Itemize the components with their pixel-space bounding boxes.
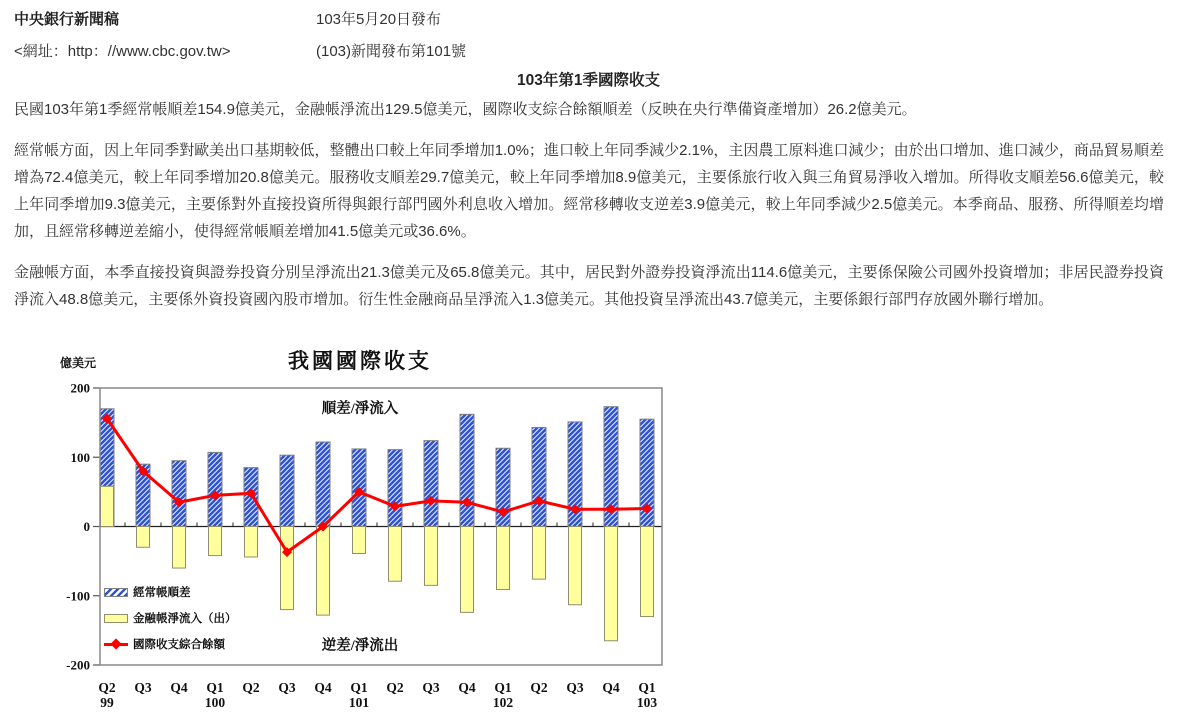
svg-text:Q1: Q1 bbox=[494, 680, 512, 695]
svg-text:Q2: Q2 bbox=[386, 680, 404, 695]
annotation-deficit-outflow: 逆差/淨流出 bbox=[321, 638, 399, 654]
release-date: 103年5月20日發布 bbox=[316, 11, 442, 28]
document-title: 103年第1季國際收支 bbox=[517, 72, 660, 89]
svg-text:0: 0 bbox=[83, 519, 90, 534]
svg-text:102: 102 bbox=[492, 695, 514, 710]
paragraph-summary: 民國103年第1季經常帳順差154.9億美元，金融帳淨流出129.5億美元，國際收支綜合餘額順差（反映在央行準備資產增加）26.2億美元。 bbox=[14, 101, 917, 118]
paragraph-financial-account: 金融帳方面，本季直接投資與證券投資分別呈淨流出21.3億美元及65.8億美元。其中，居民對外證券投資淨流出114.6億美元，主要係保險公司國外投資增加；非居民證券投資淨流入48.8億美元，主要係外資投資國內股市增加。衍生性金融商品呈淨流入1.3億美元。其他投資呈淨流出43.7億美元，主要係銀行部門存放國外聯行增加。 bbox=[14, 264, 1164, 308]
svg-text:-100: -100 bbox=[66, 588, 90, 604]
svg-text:100: 100 bbox=[70, 449, 90, 465]
svg-text:Q4: Q4 bbox=[170, 680, 188, 695]
svg-text:Q4: Q4 bbox=[458, 680, 476, 695]
svg-text:200: 200 bbox=[70, 380, 90, 396]
legend-item-overall-balance bbox=[104, 636, 237, 652]
website-url: <網址：http：//www.cbc.gov.tw> bbox=[14, 43, 231, 60]
annotation-surplus-inflow: 順差/淨流入 bbox=[321, 401, 399, 417]
svg-text:Q2: Q2 bbox=[242, 680, 260, 695]
legend-label-overall-balance: 國際收支綜合餘額 bbox=[133, 639, 225, 651]
svg-text:Q4: Q4 bbox=[602, 680, 620, 695]
chart-title: 我國國際收支 bbox=[288, 348, 432, 373]
paragraph-current-account: 經常帳方面，因上年同季對歐美出口基期較低，整體出口較上年同季增加1.0%；進口較上年同季減少2.1%，主因農工原料進口減少；由於出口增加、進口減少，商品貿易順差增為72.4億美元，較上年同季增加20.8億美元。服務收支順差29.7億美元，較上年同季增加8.9億美元，主要係旅行收入與三角貿易淨收入增加。所得收支順差56.6億美元，較上年同季增加9.3億美元，主要係對外直接投資所得與銀行部門國外利息收入增加。經常移轉收支逆差3.9億美元，較上年同季減少2.5億美元。本季商品、服務、所得順差均增加，且經常移轉逆差縮小，使得經常帳順差增加41.5億美元或36.6%。 bbox=[14, 142, 1164, 240]
svg-text:Q1: Q1 bbox=[638, 680, 656, 695]
svg-text:100: 100 bbox=[204, 695, 226, 710]
svg-text:Q2: Q2 bbox=[98, 680, 116, 695]
red-line-swatch-icon bbox=[104, 638, 128, 650]
hatched-bar-swatch-icon bbox=[104, 588, 128, 597]
svg-text:Q4: Q4 bbox=[314, 680, 332, 695]
svg-text:Q2: Q2 bbox=[530, 680, 548, 695]
yellow-bar-swatch-icon bbox=[104, 614, 128, 623]
svg-text:Q3: Q3 bbox=[134, 680, 152, 695]
release-number: (103)新聞發布第101號 bbox=[316, 43, 467, 60]
svg-text:Q1: Q1 bbox=[206, 680, 224, 695]
y-axis-label: 億美元 bbox=[60, 356, 97, 370]
svg-text:Q3: Q3 bbox=[566, 680, 584, 695]
svg-text:-200: -200 bbox=[66, 657, 90, 673]
legend-item-current-account bbox=[104, 584, 237, 600]
body-text bbox=[14, 96, 1164, 327]
svg-text:Q3: Q3 bbox=[278, 680, 296, 695]
svg-text:99: 99 bbox=[100, 695, 114, 710]
org-title: 中央銀行新聞稿 bbox=[14, 11, 120, 28]
svg-text:Q1: Q1 bbox=[350, 680, 368, 695]
legend-item-financial-account bbox=[104, 610, 237, 626]
bop-chart bbox=[60, 345, 680, 718]
legend-label-financial-account: 金融帳淨流入（出） bbox=[133, 613, 237, 625]
legend-label-current-account: 經常帳順差 bbox=[133, 587, 191, 599]
svg-text:101: 101 bbox=[348, 695, 370, 710]
svg-text:103: 103 bbox=[636, 695, 658, 710]
chart-legend bbox=[104, 584, 237, 662]
svg-text:Q3: Q3 bbox=[422, 680, 440, 695]
